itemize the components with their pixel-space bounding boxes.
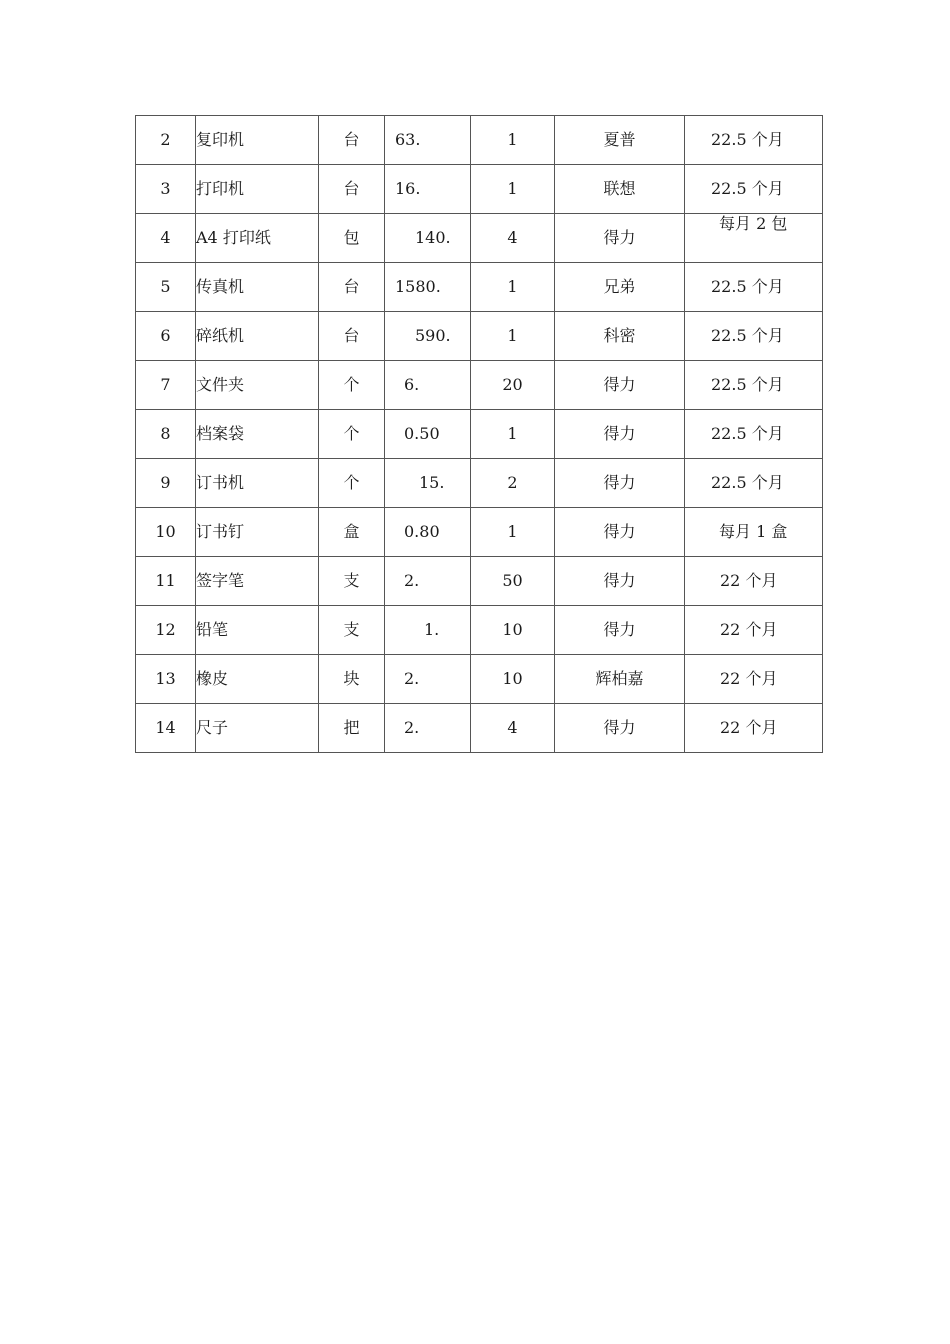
item-period: 22 个月 [685,655,823,704]
item-period: 22.5 个月 [685,165,823,214]
item-price: 140. [385,214,471,263]
item-name: 铅笔 [196,606,319,655]
item-unit: 块 [319,655,385,704]
item-number: 14 [136,704,196,753]
table-row [136,459,823,508]
item-unit: 支 [319,557,385,606]
item-price: 0.50 [385,410,471,459]
item-quantity: 2 [471,459,555,508]
item-name: 碎纸机 [196,312,319,361]
item-price: 16. [385,165,471,214]
item-unit: 包 [319,214,385,263]
table-row [136,312,823,361]
item-name: 订书机 [196,459,319,508]
item-period: 22 个月 [685,704,823,753]
item-brand: 得力 [555,361,685,410]
item-price: 0.80 [385,508,471,557]
item-name: 复印机 [196,116,319,165]
table-row [136,263,823,312]
item-number: 11 [136,557,196,606]
item-brand: 辉柏嘉 [555,655,685,704]
item-price: 6. [385,361,471,410]
table-row [136,508,823,557]
item-brand: 得力 [555,606,685,655]
item-unit: 把 [319,704,385,753]
item-number: 5 [136,263,196,312]
item-period: 每月 2 包 [685,214,823,263]
item-quantity: 1 [471,508,555,557]
item-quantity: 10 [471,606,555,655]
item-brand: 科密 [555,312,685,361]
item-quantity: 50 [471,557,555,606]
item-price: 1. [385,606,471,655]
item-name: 订书钉 [196,508,319,557]
item-name: A4 打印纸 [196,214,319,263]
item-brand: 得力 [555,459,685,508]
item-period: 22.5 个月 [685,361,823,410]
item-unit: 个 [319,361,385,410]
table-row [136,557,823,606]
item-period: 每月 1 盒 [685,508,823,557]
table-row [136,165,823,214]
item-period: 22.5 个月 [685,263,823,312]
item-quantity: 1 [471,410,555,459]
table-row [136,214,823,263]
item-number: 8 [136,410,196,459]
item-name: 签字笔 [196,557,319,606]
office-supplies-table [135,115,823,753]
item-unit: 台 [319,263,385,312]
table-row [136,704,823,753]
item-unit: 台 [319,312,385,361]
item-brand: 兄弟 [555,263,685,312]
item-price: 2. [385,557,471,606]
table-row [136,410,823,459]
item-unit: 支 [319,606,385,655]
item-period: 22.5 个月 [685,410,823,459]
item-name: 打印机 [196,165,319,214]
item-quantity: 1 [471,312,555,361]
item-brand: 夏普 [555,116,685,165]
item-name: 传真机 [196,263,319,312]
item-period: 22 个月 [685,606,823,655]
table-row [136,361,823,410]
item-unit: 台 [319,165,385,214]
item-quantity: 10 [471,655,555,704]
item-number: 13 [136,655,196,704]
item-unit: 台 [319,116,385,165]
item-number: 12 [136,606,196,655]
table-row [136,116,823,165]
item-period: 22.5 个月 [685,459,823,508]
item-price: 1580. [385,263,471,312]
item-period: 22.5 个月 [685,116,823,165]
item-brand: 得力 [555,410,685,459]
item-brand: 得力 [555,557,685,606]
item-number: 3 [136,165,196,214]
item-unit: 个 [319,410,385,459]
item-name: 文件夹 [196,361,319,410]
item-brand: 得力 [555,704,685,753]
item-unit: 盒 [319,508,385,557]
item-number: 4 [136,214,196,263]
item-number: 9 [136,459,196,508]
item-quantity: 1 [471,263,555,312]
item-name: 档案袋 [196,410,319,459]
item-number: 2 [136,116,196,165]
item-price: 63. [385,116,471,165]
item-price: 590. [385,312,471,361]
item-quantity: 1 [471,116,555,165]
item-number: 10 [136,508,196,557]
table-row [136,655,823,704]
item-name: 橡皮 [196,655,319,704]
item-quantity: 20 [471,361,555,410]
item-number: 7 [136,361,196,410]
item-quantity: 4 [471,214,555,263]
item-unit: 个 [319,459,385,508]
item-brand: 联想 [555,165,685,214]
table-row [136,606,823,655]
item-number: 6 [136,312,196,361]
item-quantity: 4 [471,704,555,753]
item-quantity: 1 [471,165,555,214]
item-brand: 得力 [555,214,685,263]
item-period: 22 个月 [685,557,823,606]
item-price: 2. [385,655,471,704]
item-brand: 得力 [555,508,685,557]
item-period: 22.5 个月 [685,312,823,361]
item-price: 15. [385,459,471,508]
item-price: 2. [385,704,471,753]
item-name: 尺子 [196,704,319,753]
